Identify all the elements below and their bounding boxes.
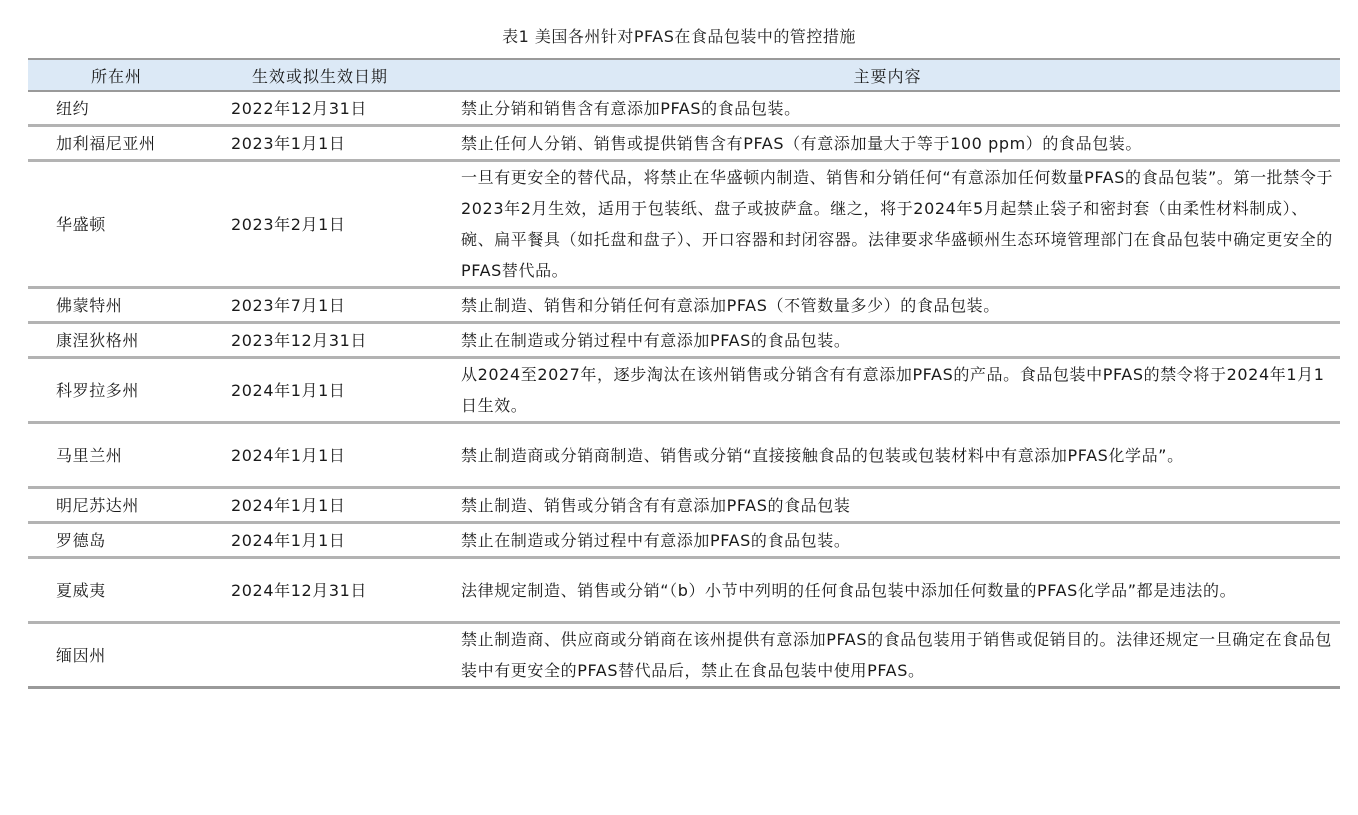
date-cell: 2024年1月1日 xyxy=(205,423,435,488)
state-cell: 纽约 xyxy=(28,91,205,126)
content-cell: 禁止制造商或分销商制造、销售或分销“直接接触食品的包装或包装材料中有意添加PFAS化学品”。 xyxy=(435,423,1340,488)
table-row xyxy=(28,323,1340,358)
content-cell: 禁止任何人分销、销售或提供销售含有PFAS（有意添加量大于等于100 ppm）的食品包装。 xyxy=(435,126,1340,161)
table-body xyxy=(28,91,1340,688)
content-cell: 禁止在制造或分销过程中有意添加PFAS的食品包装。 xyxy=(435,323,1340,358)
state-cell: 加利福尼亚州 xyxy=(28,126,205,161)
content-cell: 禁止制造商、供应商或分销商在该州提供有意添加PFAS的食品包装用于销售或促销目的。法律还规定一旦确定在食品包装中有更安全的PFAS替代品后，禁止在食品包装中使用PFAS。 xyxy=(435,623,1340,688)
content-cell: 禁止制造、销售或分销含有有意添加PFAS的食品包装 xyxy=(435,488,1340,523)
state-cell: 马里兰州 xyxy=(28,423,205,488)
content-cell: 禁止在制造或分销过程中有意添加PFAS的食品包装。 xyxy=(435,523,1340,558)
state-cell: 华盛顿 xyxy=(28,161,205,288)
table-row xyxy=(28,523,1340,558)
table-row xyxy=(28,623,1340,688)
content-cell: 法律规定制造、销售或分销“（b）小节中列明的任何食品包装中添加任何数量的PFAS化学品”都是违法的。 xyxy=(435,558,1340,623)
table-row xyxy=(28,161,1340,288)
pfas-regulation-table xyxy=(28,58,1340,689)
header-state: 所在州 xyxy=(28,59,205,91)
table-row xyxy=(28,288,1340,323)
header-row xyxy=(28,59,1340,91)
date-cell: 2023年7月1日 xyxy=(205,288,435,323)
table-row xyxy=(28,358,1340,423)
state-cell: 夏威夷 xyxy=(28,558,205,623)
state-cell: 缅因州 xyxy=(28,623,205,688)
date-cell xyxy=(205,623,435,688)
table-row xyxy=(28,558,1340,623)
content-cell: 禁止制造、销售和分销任何有意添加PFAS（不管数量多少）的食品包装。 xyxy=(435,288,1340,323)
content-cell: 从2024至2027年，逐步淘汰在该州销售或分销含有有意添加PFAS的产品。食品包装中PFAS的禁令将于2024年1月1日生效。 xyxy=(435,358,1340,423)
table-row xyxy=(28,126,1340,161)
state-cell: 明尼苏达州 xyxy=(28,488,205,523)
date-cell: 2023年12月31日 xyxy=(205,323,435,358)
state-cell: 罗德岛 xyxy=(28,523,205,558)
content-cell: 禁止分销和销售含有意添加PFAS的食品包装。 xyxy=(435,91,1340,126)
date-cell: 2023年1月1日 xyxy=(205,126,435,161)
header-content: 主要内容 xyxy=(435,59,1340,91)
table-row xyxy=(28,423,1340,488)
header-date: 生效或拟生效日期 xyxy=(205,59,435,91)
date-cell: 2024年12月31日 xyxy=(205,558,435,623)
date-cell: 2022年12月31日 xyxy=(205,91,435,126)
table-header xyxy=(28,59,1340,91)
state-cell: 佛蒙特州 xyxy=(28,288,205,323)
table-row xyxy=(28,488,1340,523)
table-row xyxy=(28,91,1340,126)
state-cell: 康涅狄格州 xyxy=(28,323,205,358)
state-cell: 科罗拉多州 xyxy=(28,358,205,423)
date-cell: 2024年1月1日 xyxy=(205,523,435,558)
content-cell: 一旦有更安全的替代品，将禁止在华盛顿内制造、销售和分销任何“有意添加任何数量PFAS的食品包装”。第一批禁令于2023年2月生效，适用于包装纸、盘子或披萨盒。继之，将于2024年5月起禁止袋子和密封套（由柔性材料制成）、碗、扁平餐具（如托盘和盘子）、开口容器和封闭容器。法律要求华盛顿州生态环境管理部门在食品包装中确定更安全的PFAS替代品。 xyxy=(435,161,1340,288)
table-caption: 表1 美国各州针对PFAS在食品包装中的管控措施 xyxy=(502,27,856,46)
date-cell: 2024年1月1日 xyxy=(205,358,435,423)
date-cell: 2024年1月1日 xyxy=(205,488,435,523)
date-cell: 2023年2月1日 xyxy=(205,161,435,288)
